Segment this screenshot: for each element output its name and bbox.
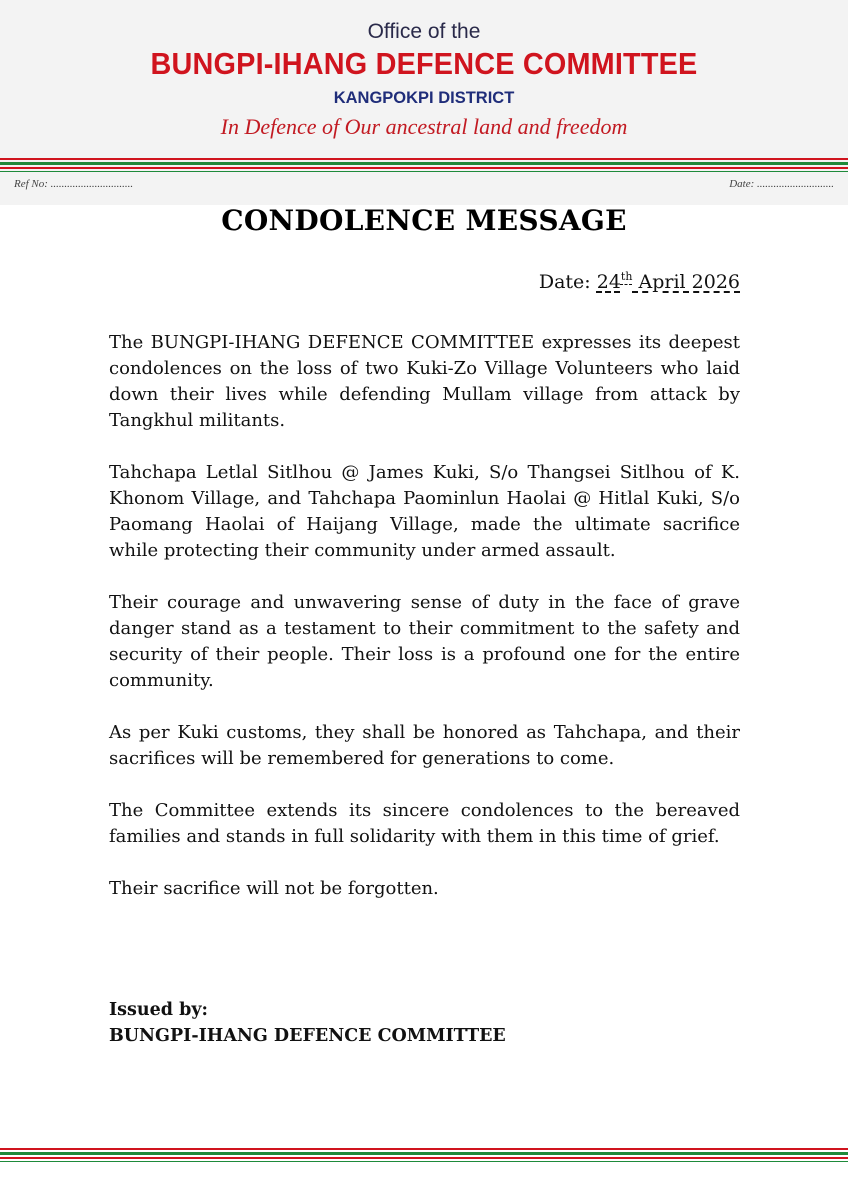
- date-month-year: April 2026: [632, 271, 740, 293]
- letterhead: [0, 0, 848, 205]
- paragraph-4: As per Kuki customs, they shall be honored as Tahchapa, and their sacrifices will be remembered for generations to come.: [109, 722, 740, 769]
- letterhead-date-label: Date: ............................: [729, 178, 834, 190]
- date-prefix: Date:: [538, 271, 597, 293]
- document-date: [539, 270, 740, 293]
- issued-by-name: BUNGPI-IHANG DEFENCE COMMITTEE: [109, 1026, 506, 1046]
- letterhead-divider-stripes: [0, 158, 848, 174]
- document-title: CONDOLENCE MESSAGE: [221, 204, 627, 237]
- date-suffix: th: [620, 270, 633, 283]
- letterhead-office-of: Office of the: [367, 20, 481, 43]
- paragraph-6: Their sacrifice will not be forgotten.: [109, 878, 439, 899]
- footer-divider-stripes: [0, 1148, 848, 1164]
- date-day: 24: [596, 271, 621, 293]
- paragraph-2: Tahchapa Letlal Sitlhou @ James Kuki, S/o Thangsei Sitlhou of K. Khonom Village, and Tahchapa Paominlun Haolai @ Hitlal Kuki, S/o Paomang Haolai of Haijang Village, made the ultimate sacrifice while protecting their community under armed assault.: [109, 462, 740, 561]
- paragraph-1: The BUNGPI-IHANG DEFENCE COMMITTEE expresses its deepest condolences on the loss of two Kuki-Zo Village Volunteers who laid down their lives while defending Mullam village from attack by Tangkhul militants.: [109, 332, 740, 431]
- issued-by-block: [109, 997, 506, 1049]
- ref-date-row: [0, 178, 848, 194]
- letterhead-district: KANGPOKPI DISTRICT: [333, 89, 515, 107]
- letterhead-organization: BUNGPI-IHANG DEFENCE COMMITTEE: [150, 46, 698, 81]
- ref-no-label: Ref No: ..............................: [14, 178, 134, 190]
- paragraph-3: Their courage and unwavering sense of duty in the face of grave danger stand as a testament to their commitment to the safety and security of their people. Their loss is a profound one for the entire community.: [109, 592, 740, 691]
- paragraph-5: The Committee extends its sincere condolences to the bereaved families and stands in full solidarity with them in this time of grief.: [109, 800, 740, 847]
- letterhead-motto: In Defence of Our ancestral land and freedom: [220, 114, 628, 139]
- message-body: [109, 330, 740, 928]
- issued-by-label: Issued by:: [109, 1000, 208, 1020]
